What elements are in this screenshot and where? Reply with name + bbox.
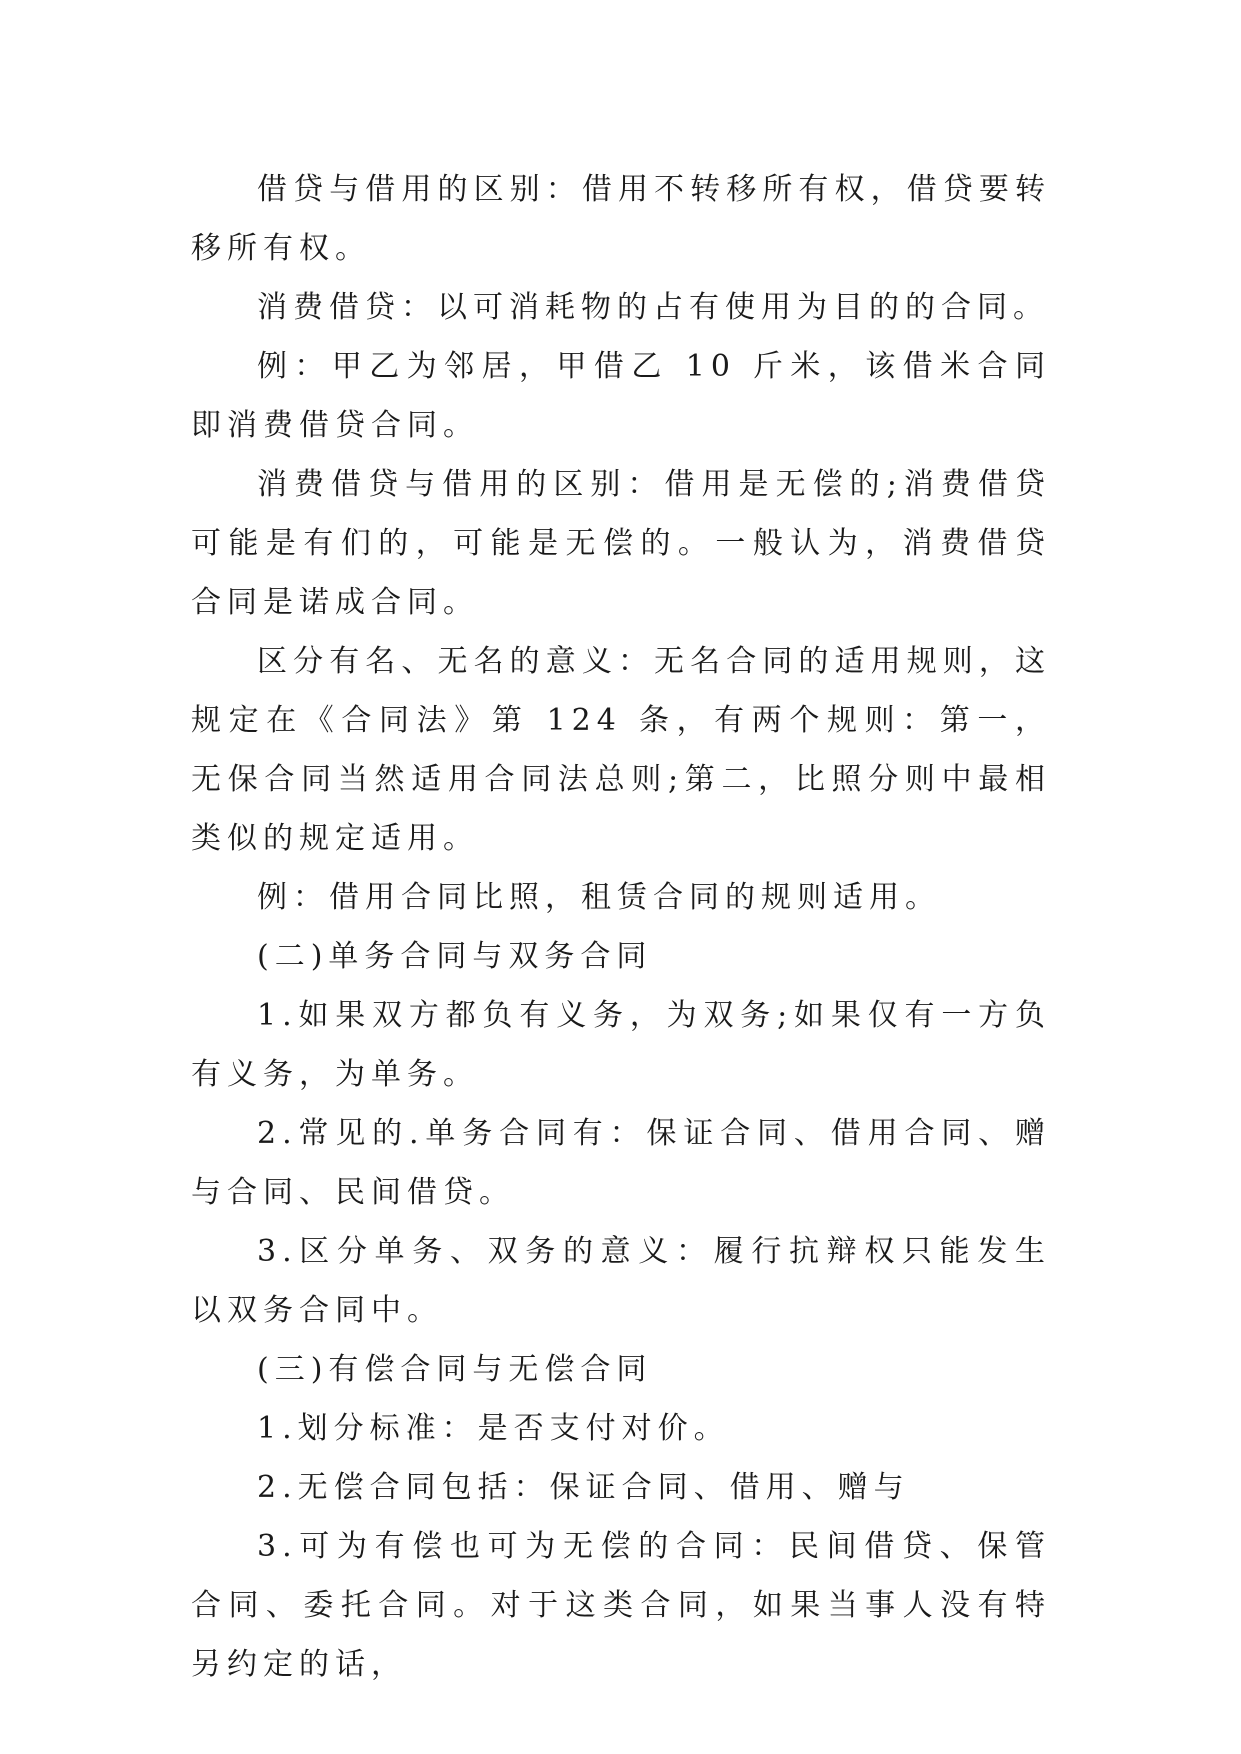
heading-onerous-gratuitous: (三)有偿合同与无偿合同	[257, 1352, 653, 1387]
heading-unilateral-bilateral: (二)单务合同与双务合同	[257, 939, 653, 974]
paragraph-example-lease: 例：借用合同比照，租赁合同的规则适用。	[257, 880, 941, 915]
list-item-1-criterion: 1.划分标准：是否支付对价。	[257, 1411, 730, 1446]
document-body	[191, 160, 1051, 1694]
paragraph-example-rice: 例：甲乙为邻居，甲借乙 10 斤米，该借米合同即消费借贷合同。	[191, 349, 1051, 443]
list-item-3-significance: 3.区分单务、双务的意义：履行抗辩权只能发生以双务合同中。	[191, 1234, 1051, 1328]
paragraph-loan-vs-borrow: 借贷与借用的区别：借用不转移所有权，借贷要转移所有权。	[191, 172, 1051, 266]
paragraph-named-unnamed-significance: 区分有名、无名的意义：无名合同的适用规则，这规定在《合同法》第 124 条，有两个规则：第一，无保合同当然适用合同法总则;第二，比照分则中最相类似的规定适用。	[191, 644, 1051, 856]
list-item-3-either-way: 3.可为有偿也可为无偿的合同：民间借贷、保管合同、委托合同。对于这类合同，如果当事人没有特另约定的话，	[191, 1529, 1051, 1682]
list-item-2-common-unilateral: 2.常见的.单务合同有：保证合同、借用合同、赠与合同、民间借贷。	[191, 1116, 1051, 1210]
paragraph-consumption-loan-vs-borrow: 消费借贷与借用的区别：借用是无偿的;消费借贷可能是有们的，可能是无偿的。一般认为，消费借贷合同是诺成合同。	[191, 467, 1051, 620]
list-item-2-gratuitous-includes: 2.无偿合同包括：保证合同、借用、赠与	[257, 1470, 910, 1505]
list-item-1-obligations: 1.如果双方都负有义务，为双务;如果仅有一方负有义务，为单务。	[191, 998, 1051, 1092]
paragraph-consumption-loan-definition: 消费借贷：以可消耗物的占有使用为目的的合同。	[257, 290, 1049, 325]
